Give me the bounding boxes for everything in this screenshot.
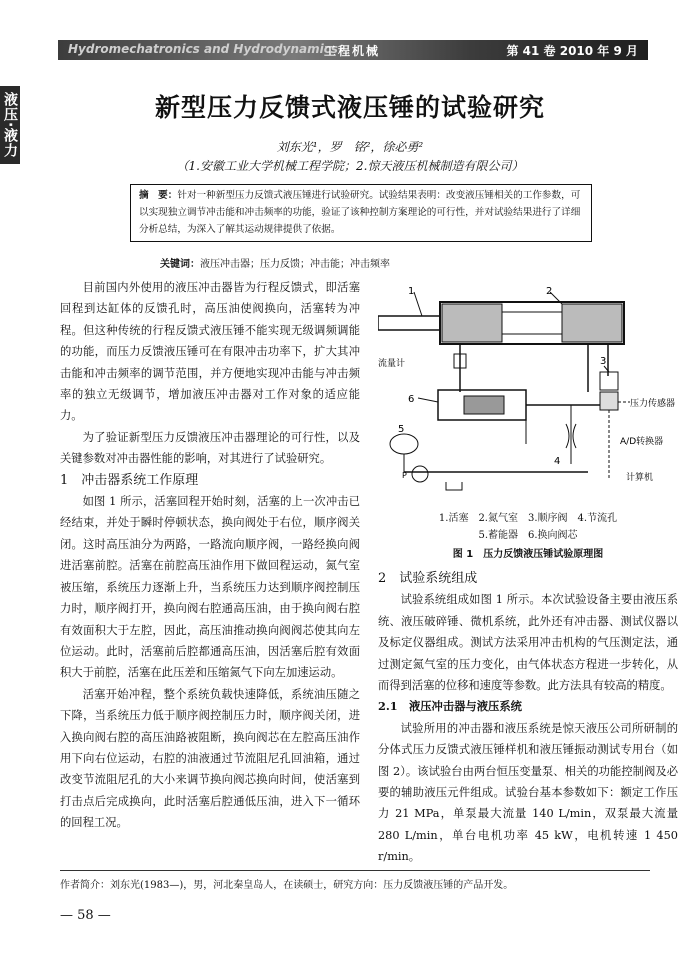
accumulator <box>390 434 418 454</box>
footnote-rule <box>60 870 650 871</box>
intro-paragraph-2: 为了验证新型压力反馈液压冲击器理论的可行性，以及关键参数对冲击器性能的影响，对其进行了试验研究。 <box>60 430 360 466</box>
journal-name-en: Hydromechatronics and Hydrodynamics <box>68 42 338 56</box>
left-column <box>60 277 360 834</box>
section-1-heading: 1 冲击器系统工作原理 <box>60 472 199 488</box>
tank-symbol <box>446 482 462 490</box>
label-3: 3 <box>600 356 607 367</box>
right-column <box>378 568 678 868</box>
section-2-heading: 2 试验系统组成 <box>378 571 478 586</box>
sequence-valve <box>600 372 618 390</box>
section-1-paragraph-2: 活塞开始冲程，整个系统负载快速降低，系统油压随之下降，当系统压力低于顺序阀控制压力时，顺序阀关闭，进入换向阀右腔的高压油路被阻断，换向阀芯在左腔高压油作用下向右位运动，右腔的油液通过节流阻尼孔回油箱，通过改变节流阻尼孔的大小来调节换向阀芯换向时间，使活塞到打击点后完成换向，此时活塞后腔通低压油，进入下一循环的回程工况。 <box>60 687 360 830</box>
throttle-orifice <box>566 424 569 448</box>
label-2: 2 <box>546 286 553 297</box>
keywords-text: 液压冲击器；压力反馈；冲击能；冲击频率 <box>200 259 390 270</box>
figure-legend-line-1: 1.活塞 2.氮气室 3.顺序阀 4.节流孔 <box>438 513 618 524</box>
piston-rod <box>378 316 440 330</box>
journal-header-band <box>58 40 648 60</box>
section-2-1-paragraph-1: 试验所用的冲击器和液压系统是惊天液压公司所研制的分体式压力反馈式液压锤样机和液压锤振动测试专用台（如图 2）。该试验台由两台恒压变量泵、相关的功能控制阀及必要的辅助液压元件组成。试验台基本参数如下：额定工作压力 21 MPa，单泵最大流量 140 L/min，双泵最大流量 280 L/min，单台电机功率 45 kW，电机转速 1 450 r/min。 <box>378 721 678 864</box>
label-1: 1 <box>408 286 415 297</box>
section-2-paragraph-1: 试验系统组成如图 1 所示。本次试验设备主要由液压系统、液压破碎锤、微机系统，此外还有冲击器、测试仪器以及标定仪器组成。测试方法采用冲击机构的气压测定法，通过测定氮气室的压力变化，由气体状态方程进一步转化，从而得到活塞的位移和速度等参数。此方法具有较高的精度。 <box>378 593 678 693</box>
journal-issue: 第 41 卷 2010 年 9 月 <box>506 44 638 58</box>
abstract-label: 摘 要： <box>139 190 178 201</box>
svg-text:P: P <box>402 471 407 480</box>
keywords <box>160 255 390 270</box>
pump-symbol <box>412 466 428 482</box>
label-flowmeter: 流量计 <box>378 359 406 369</box>
nitrogen-chamber <box>562 304 622 342</box>
paper-authors: 刘东光¹，罗 铭²，徐必勇² <box>276 140 424 154</box>
page-number: — 58 — <box>60 908 111 923</box>
label-4: 4 <box>554 456 561 467</box>
label-computer: 计算机 <box>626 473 654 483</box>
intro-paragraph-1: 目前国内外使用的液压冲击器皆为行程反馈式，即活塞回程到达缸体的反馈孔时，高压油使阀换向，活塞转为冲程。但这种传统的行程反馈式液压锤不能实现无级调频调能的功能，而压力反馈液压锤可在有限冲击功率下，扩大其冲击能和冲击频率的调节范围，并方便地实现冲击能与冲击频率的独立无级调节，增加液压冲击器对工作对象的适应能力。 <box>60 281 360 423</box>
label-ad-converter: A/D转换器 <box>620 437 664 447</box>
figure-1-schematic <box>378 284 678 494</box>
label-5: 5 <box>398 424 405 435</box>
author-footnote: 作者简介：刘东光(1983—)，男，河北秦皇岛人，在读硕士，研究方向：压力反馈液压锤的产品开发。 <box>60 880 514 891</box>
section-2-1-heading: 2.1 液压冲击器与液压系统 <box>378 699 522 714</box>
abstract-text: 针对一种新型压力反馈式液压锤进行试验研究。试验结果表明：改变液压锤相关的工作参数，可以实现独立调节冲击能和冲击频率的功能，验证了该种控制方案理论的可行性，并对试验结果进行了详细分析总结，为深入了解其运动规律提供了依据。 <box>139 190 581 235</box>
label-6: 6 <box>408 394 415 405</box>
piston-front <box>442 304 502 342</box>
paper-title: 新型压力反馈式液压锤的试验研究 <box>154 93 545 122</box>
section-side-tab: 液压·液力 <box>0 86 20 164</box>
abstract-box <box>130 184 592 242</box>
journal-name-cn: 工程机械 <box>324 44 381 58</box>
valve-spool <box>464 396 504 414</box>
keywords-label: 关键词： <box>160 259 200 270</box>
label-pressure-sensor: 压力传感器 <box>630 399 676 409</box>
section-1-paragraph-1: 如图 1 所示，活塞回程开始时刻，活塞的上一次冲击已经结束，并处于瞬时停顿状态，换向阀处于右位，顺序阀关闭。这时高压油分为两路，一路流向顺序阀，一路经换向阀进活塞前腔。活塞在前腔高压油作用下做回程运动，氮气室被压缩，系统压力逐渐上升，当系统压力达到顺序阀控制压力时，顺序阀打开，换向阀右腔通高压油，由于换向阀右腔有效面积大于左腔，因此，高压油推动换向阀阀芯使其向左位运动。此时，活塞前后腔都通高压油，因活塞后腔有效面积大于前腔，活塞在此压差和压缩氮气下向左加速运动。 <box>60 495 360 680</box>
figure-1-caption: 图 1 压力反馈液压锤试验原理图 <box>452 549 604 560</box>
figure-legend <box>378 510 678 544</box>
pressure-sensor-box <box>600 392 618 410</box>
piston-body <box>502 312 562 334</box>
figure-legend-line-2: 5.蓄能器 6.换向阀芯 <box>478 530 578 541</box>
paper-affiliations: （1.安徽工业大学机械工程学院；2.惊天液压机械制造有限公司） <box>176 159 524 173</box>
